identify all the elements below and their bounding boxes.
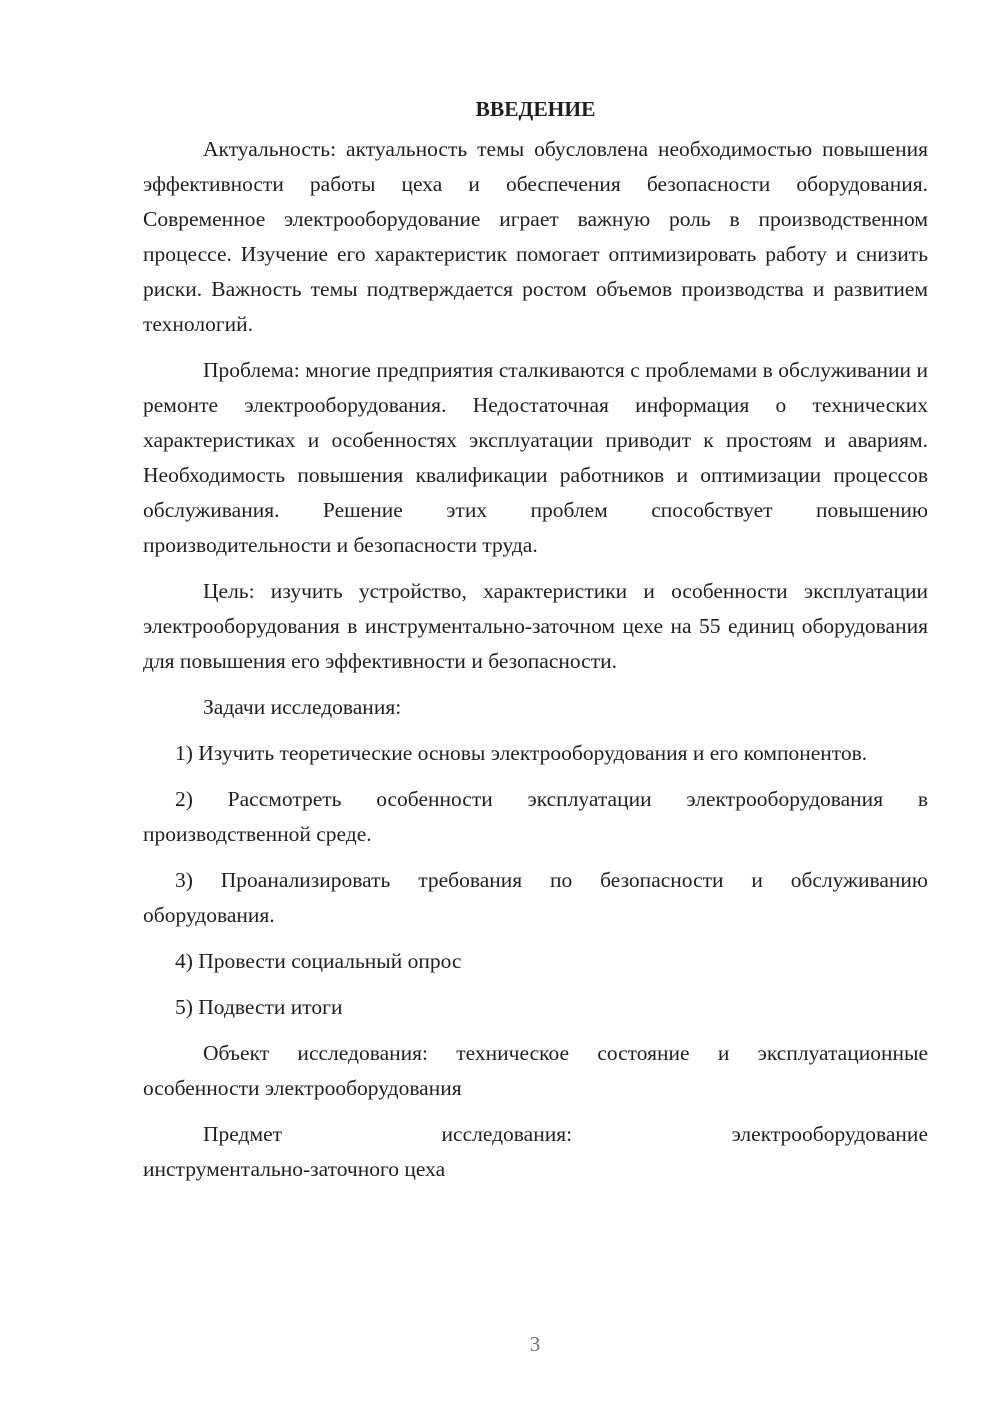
subject-line-1: [143, 1117, 928, 1152]
goal-paragraph: Цель: изучить устройство, характеристики и особенности эксплуатации электрооборудования в инструментально-заточном цехе на 55 единиц оборудования для повышения его эффективности и безопасности.: [143, 579, 928, 673]
task-item-3: 3) Проанализировать требования по безопасности и обслуживанию оборудования.: [143, 868, 928, 927]
document-page: [143, 92, 928, 1198]
task-item-2: 2) Рассмотреть особенности эксплуатации электрооборудования в производственной среде.: [143, 787, 928, 846]
task-list: [143, 736, 928, 1025]
subject-line-2: инструментально-заточного цеха: [143, 1157, 446, 1181]
object-paragraph: Объект исследования: техническое состояние и эксплуатационные особенности электрооборудования: [143, 1041, 928, 1100]
section-heading: ВВЕДЕНИЕ: [475, 97, 596, 121]
subject-word-2: исследования:: [441, 1122, 573, 1146]
task-item-1: 1) Изучить теоретические основы электрооборудования и его компонентов.: [175, 741, 868, 765]
task-item-5: 5) Подвести итоги: [175, 995, 343, 1019]
subject-word-3: электрооборудование: [731, 1122, 928, 1146]
task-item-4: 4) Провести социальный опрос: [175, 949, 462, 973]
tasks-heading: Задачи исследования:: [203, 695, 402, 719]
subject-word-1: Предмет: [203, 1122, 283, 1146]
relevance-paragraph: Актуальность: актуальность темы обусловлена необходимостью повышения эффективности работы цеха и обеспечения безопасности оборудования. Современное электрооборудование играет важную роль в производственном процессе. Изучение его характеристик помогает оптимизировать работу и снизить риски. Важность темы подтверждается ростом объемов производства и развитием технологий.: [143, 137, 928, 336]
subject-paragraph: [143, 1117, 928, 1187]
problem-paragraph: Проблема: многие предприятия сталкиваются с проблемами в обслуживании и ремонте электрооборудования. Недостаточная информация о технических характеристиках и особенностях эксплуатации приводит к простоям и авариям. Необходимость повышения квалификации работников и оптимизации процессов обслуживания. Решение этих проблем способствует повышению производительности и безопасности труда.: [143, 358, 928, 557]
page-number: 3: [529, 1332, 541, 1356]
